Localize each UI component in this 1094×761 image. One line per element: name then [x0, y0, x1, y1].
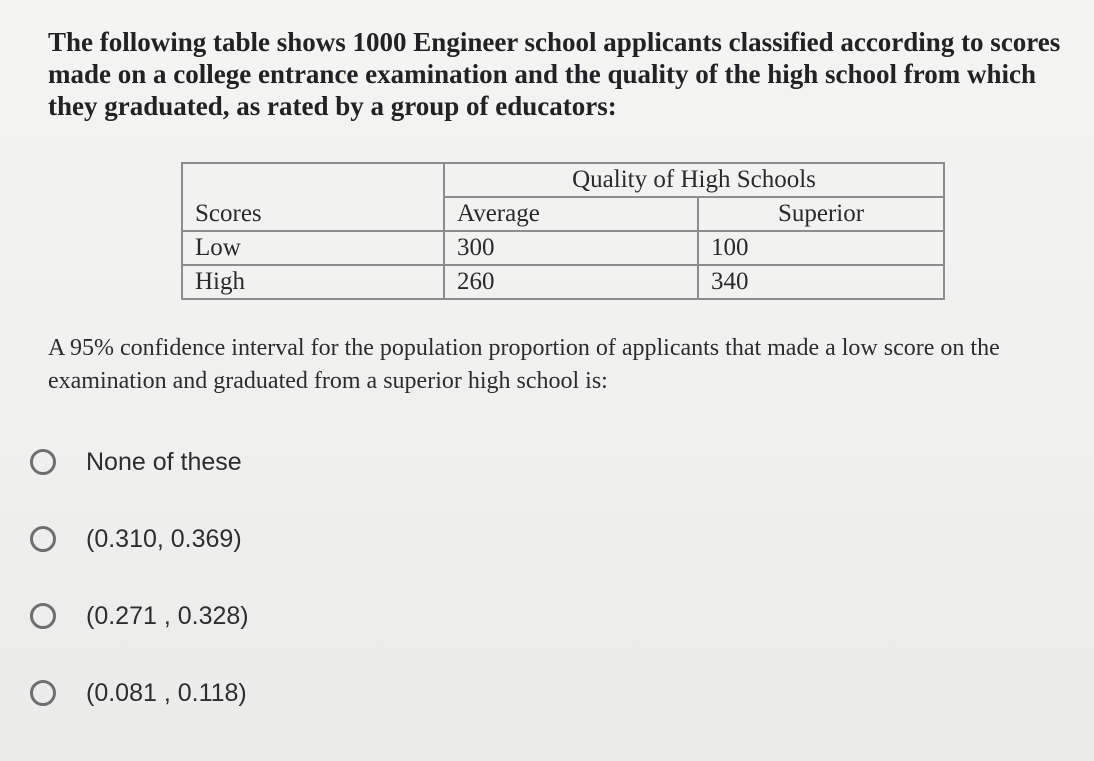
radio-button[interactable] — [30, 449, 56, 475]
option-label: (0.310, 0.369) — [86, 524, 242, 553]
table-group-header: Quality of High Schools — [444, 163, 944, 197]
cell-superior: 340 — [698, 265, 944, 299]
radio-button[interactable] — [30, 680, 56, 706]
cell-average: 260 — [444, 265, 698, 299]
radio-button[interactable] — [30, 526, 56, 552]
data-table — [181, 162, 945, 300]
radio-button[interactable] — [30, 603, 56, 629]
prompt-text: A 95% confidence interval for the population proportion of applicants that made a low score on the examination and graduated from a superior high school is: — [48, 335, 1000, 394]
table-row — [182, 265, 944, 299]
option-interval-1[interactable] — [24, 517, 242, 561]
column-header-average: Average — [444, 197, 698, 231]
cell-average: 300 — [444, 231, 698, 265]
row-label: High — [182, 265, 444, 299]
column-header-superior: Superior — [698, 197, 944, 231]
option-label: (0.081 , 0.118) — [86, 678, 247, 707]
option-interval-3[interactable] — [24, 671, 247, 715]
column-header-scores: Scores — [182, 197, 444, 231]
table-column-header-row — [182, 197, 944, 231]
option-label: (0.271 , 0.328) — [86, 601, 249, 630]
cell-superior: 100 — [698, 231, 944, 265]
option-interval-2[interactable] — [24, 594, 249, 638]
option-label: None of these — [86, 447, 242, 476]
table-header-row — [182, 163, 944, 197]
option-none-of-these[interactable] — [24, 440, 242, 484]
row-label: Low — [182, 231, 444, 265]
question-text: The following table shows 1000 Engineer school applicants classified according to scores made on a college entrance examination and the quality of the high school from which they graduated, as rated by a group of educators: — [48, 27, 1061, 121]
table-corner-cell — [182, 163, 444, 197]
table-row — [182, 231, 944, 265]
